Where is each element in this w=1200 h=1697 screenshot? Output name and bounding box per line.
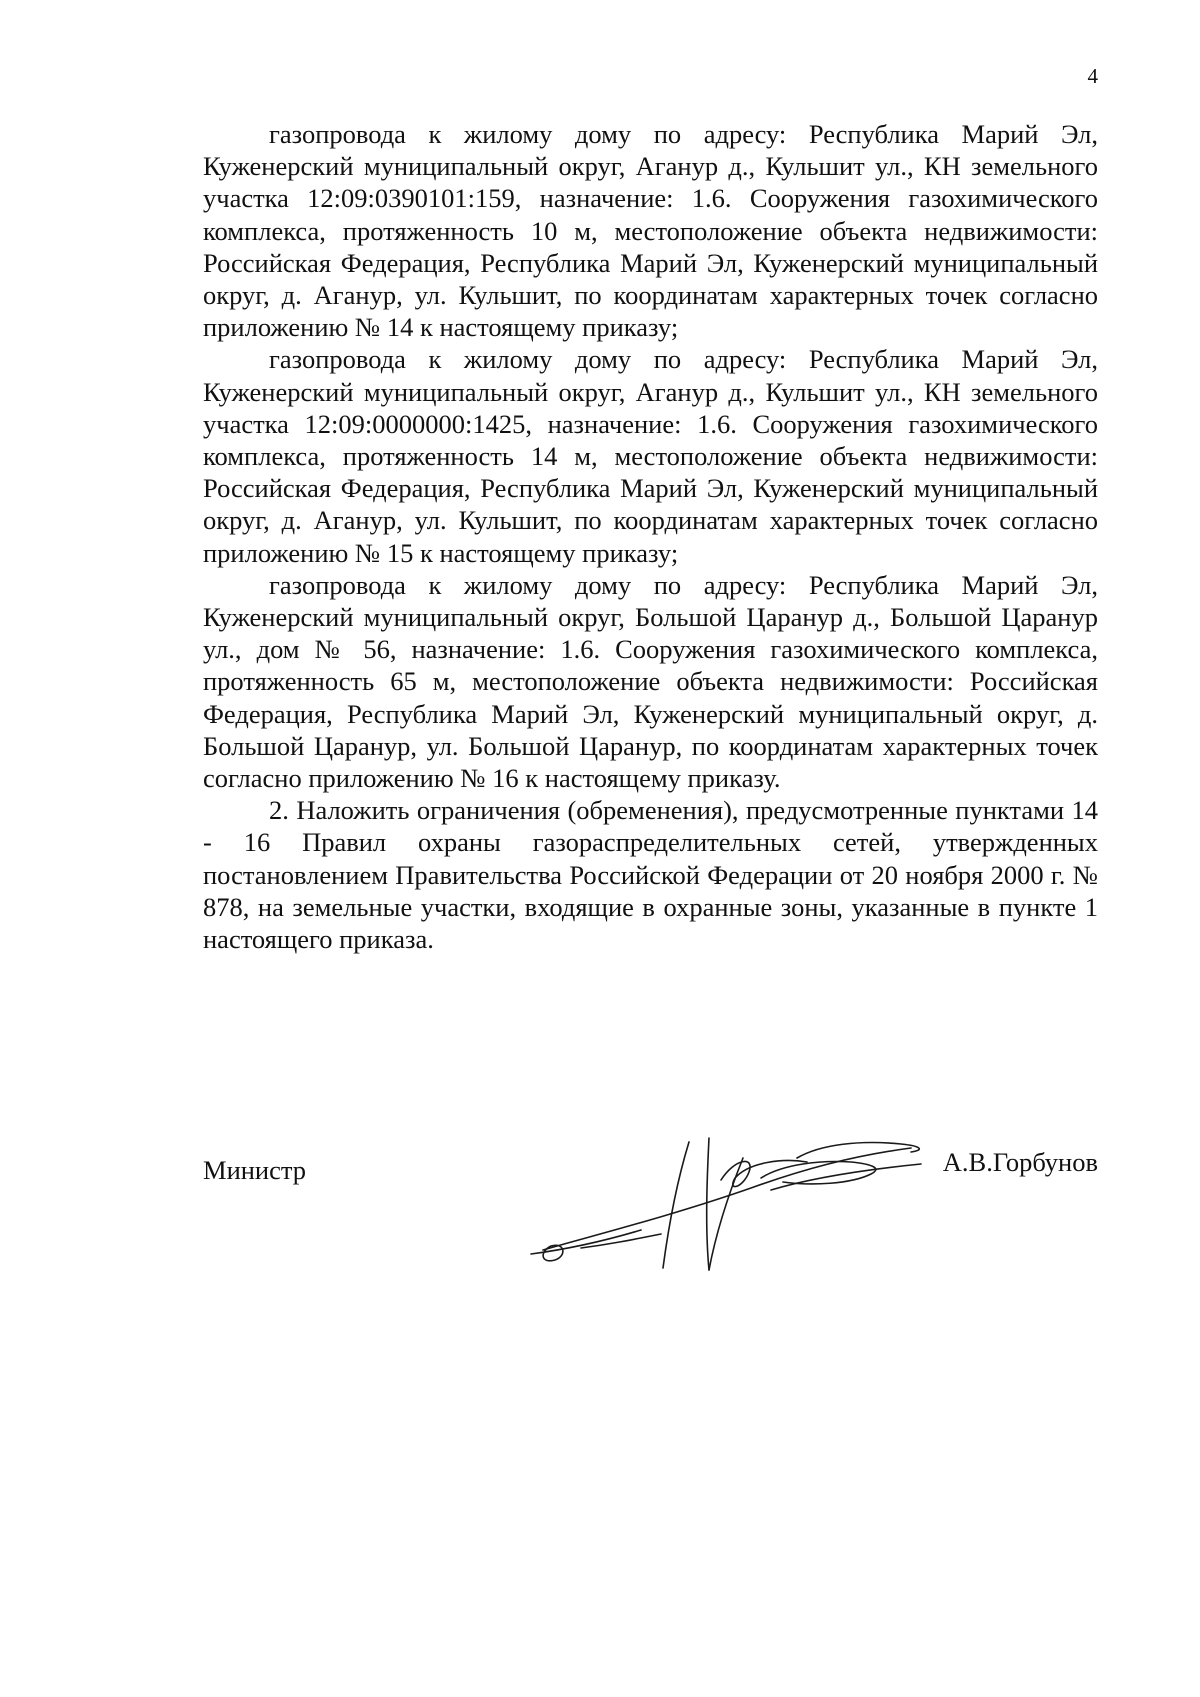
document-body	[203, 118, 1098, 955]
paragraph-gas-pipeline-aganur-1: газопровода к жилому дому по адресу: Республика Марий Эл, Куженерский муниципальный округ, Аганур д., Кульшит ул., КН земельного участка 12:09:0390101:159, назначение: 1.6. Сооружения газохимического комплекса, протяженность 10 м, местоположение объекта недвижимости: Российская Федерация, Республика Марий Эл, Куженерский муниципальный округ, д. Аганур, ул. Кульшит, по координатам характерных точек согласно приложению № 14 к настоящему приказу;	[203, 119, 1098, 343]
signer-position: Министр	[203, 1155, 307, 1185]
signer-name: А.В.Горбунов	[942, 1147, 1098, 1177]
paragraph-gas-pipeline-bolshoy-tsaranur: газопровода к жилому дому по адресу: Республика Марий Эл, Куженерский муниципальный округ, Большой Царанур д., Большой Царанур ул., дом № 56, назначение: 1.6. Сооружения газохимического комплекса, протяженность 65 м, местоположение объекта недвижимости: Российская Федерация, Республика Марий Эл, Куженерский муниципальный округ, д. Большой Царанур, ул. Большой Царанур, по координатам характерных точек согласно приложению № 16 к настоящему приказу.	[203, 569, 1098, 794]
signature-block	[203, 1146, 1098, 1286]
paragraph-item-2-restrictions: 2. Наложить ограничения (обременения), предусмотренные пунктами 14 - 16 Правил охраны газораспределительных сетей, утвержденных постановлением Правительства Российской Федерации от 20 ноября 2000 г. № 878, на земельные участки, входящие в охранные зоны, указанные в пункте 1 настоящего приказа.	[203, 795, 1098, 955]
handwritten-signature	[521, 1118, 931, 1288]
paragraph-gas-pipeline-aganur-2: газопровода к жилому дому по адресу: Республика Марий Эл, Куженерский муниципальный округ, Аганур д., Кульшит ул., КН земельного участка 12:09:0000000:1425, назначение: 1.6. Сооружения газохимического комплекса, протяженность 14 м, местоположение объекта недвижимости: Российская Федерация, Республика Марий Эл, Куженерский муниципальный округ, д. Аганур, ул. Кульшит, по координатам характерных точек согласно приложению № 15 к настоящему приказу;	[203, 344, 1098, 568]
page-number: 4	[1087, 64, 1098, 88]
